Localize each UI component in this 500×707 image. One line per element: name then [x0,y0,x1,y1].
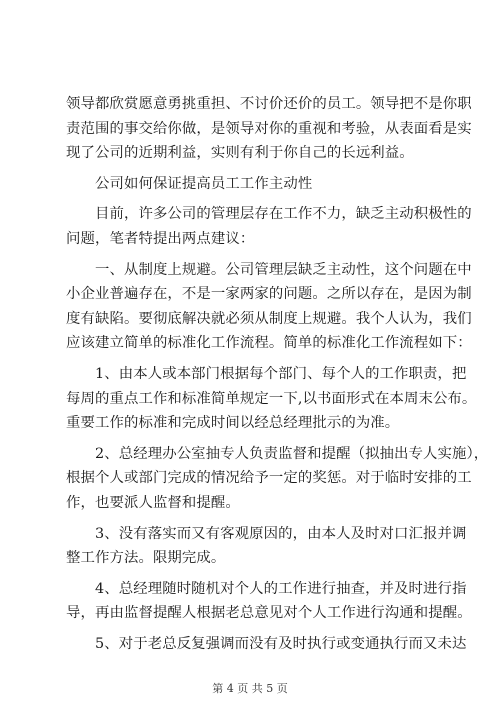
text-line: 一、从制度上规避。公司管理层缺乏主动性，这个问题在中 [66,261,472,278]
text-line: 整工作方法。限期完成。 [66,550,226,567]
text-line: 问题，笔者特提出两点建议： [66,230,255,247]
paragraph [66,202,472,251]
page-footer: 第 4 页 共 5 页 [212,682,288,695]
text-line: 导，再由监督提醒人根据老总意见对个人工作进行沟通和提醒。 [66,605,472,622]
text-line: 公司如何保证提高员工工作主动性 [66,175,313,192]
text-line: 小企业普遍存在，不是一家两家的问题。之所以存在，是因为制 [66,286,472,303]
text-line: 重要工作的标准和完成时间以经总经理批示的为准。 [66,415,400,432]
text-line: 领导都欣赏愿意勇挑重担、不讨价还价的员工。领导把不是你职 [66,96,472,112]
paragraph [66,442,489,516]
text-line: 现了公司的近期利益，实则有利于你自己的长远利益。 [66,145,414,162]
text-line: 2、总经理办公室抽专人负责监督和提醒（拟抽出专人实施）， [66,445,489,462]
text-line: 目前，许多公司的管理层存在工作不力，缺乏主动积极性的 [66,206,472,223]
text-line: 每周的重点工作和标准简单规定一下,以书面形式在本周末公布。 [66,390,477,407]
paragraph [66,258,472,356]
text-line: 5、对于老总反复强调而没有及时执行或变通执行而又未达 [66,635,467,652]
document-body [66,92,489,656]
text-line: 3、没有落实而又有客观原因的，由本人及时对口汇报并调 [66,525,467,542]
paragraph [66,92,472,166]
text-line: 4、总经理随时随机对个人的工作进行抽查，并及时进行指 [66,580,467,597]
text-line: 作，也要派人监督和提醒。 [66,494,240,511]
text-line: 应该建立简单的标准化工作流程。简单的标准化工作流程如下： [66,335,472,352]
text-line: 根据个人或部门完成的情况给予一定的奖惩。对于临时安排的工 [66,470,472,487]
text-line: 度有缺陷。要彻底解决就必须从制度上规避。我个人认为，我们 [66,310,472,327]
text-line: 责范围的事交给你做，是领导对你的重视和考验，从表面看是实 [66,120,472,137]
paragraph [66,632,467,657]
paragraph [66,522,467,571]
paragraph [66,172,438,197]
text-line: 1、由本人或本部门根据每个部门、每个人的工作职责，把 [66,365,467,382]
paragraph [66,362,477,436]
paragraph [66,577,472,626]
